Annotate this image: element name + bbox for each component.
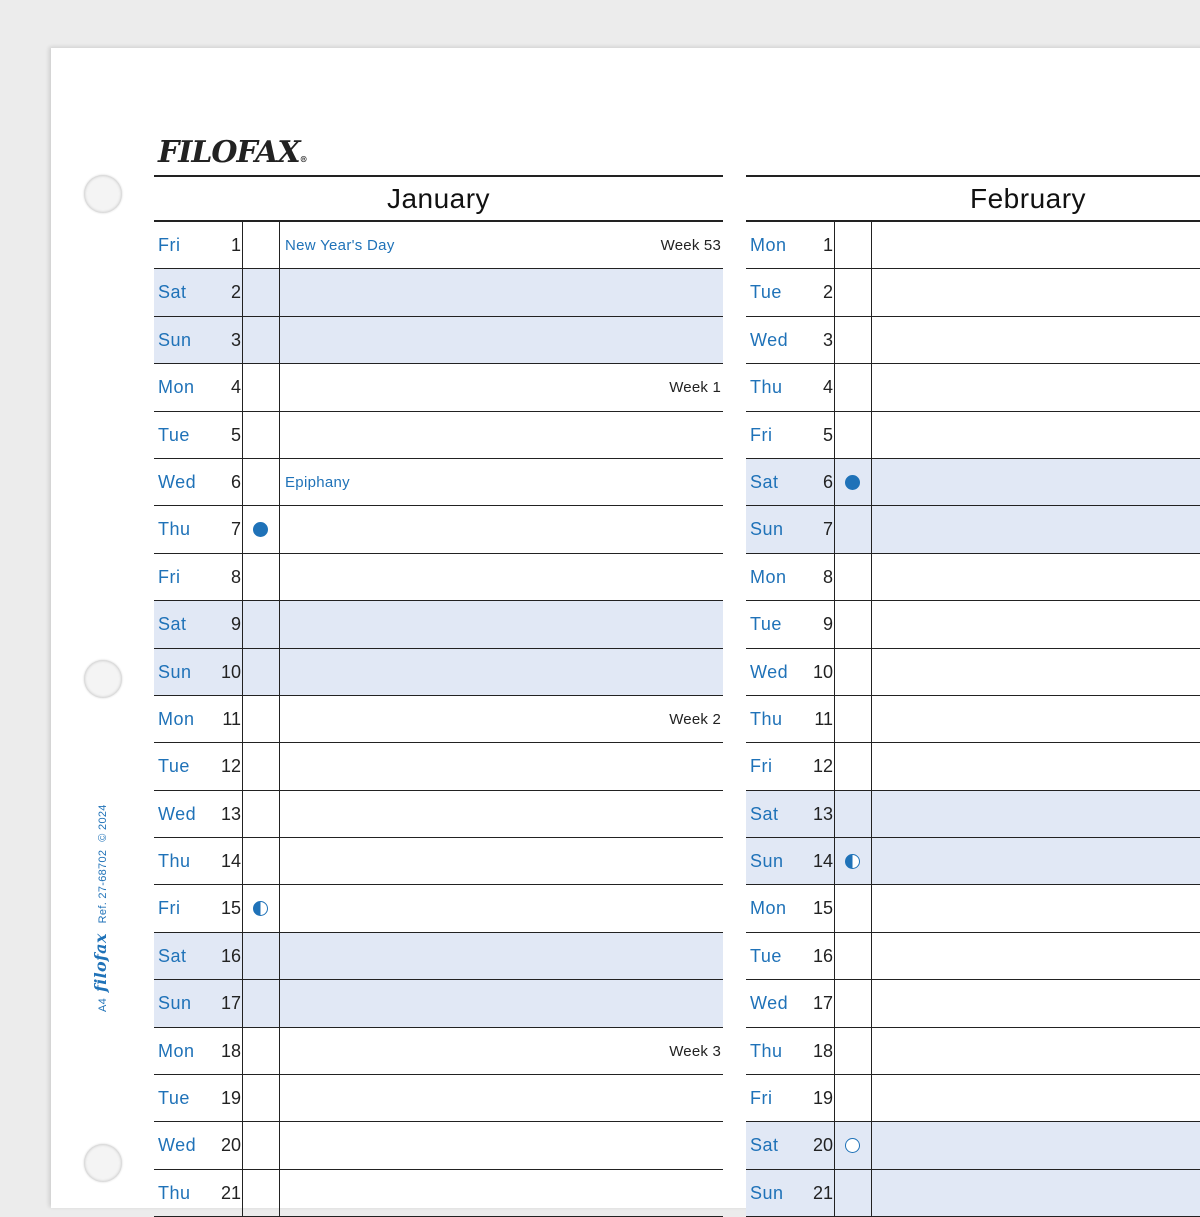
day-of-week: Sun xyxy=(158,661,192,682)
moon-phase-cell xyxy=(834,885,872,931)
day-row[interactable] xyxy=(154,554,723,601)
day-number: 10 xyxy=(220,661,241,682)
day-row[interactable] xyxy=(746,554,1200,601)
day-row[interactable] xyxy=(154,743,723,790)
day-of-week: Sun xyxy=(158,993,192,1014)
day-number: 3 xyxy=(822,329,833,350)
day-row[interactable] xyxy=(746,791,1200,838)
day-of-week: Fri xyxy=(750,424,773,445)
month-title: February xyxy=(746,175,1200,222)
moon-phase-cell xyxy=(242,838,280,884)
week-number: Week 53 xyxy=(660,237,721,254)
day-number: 7 xyxy=(822,519,833,540)
day-number: 9 xyxy=(822,614,833,635)
filofax-logo xyxy=(158,133,307,179)
last-quarter-icon xyxy=(253,901,268,916)
day-number: 9 xyxy=(230,614,241,635)
day-number: 4 xyxy=(822,377,833,398)
day-of-week: Tue xyxy=(750,614,782,635)
day-of-week: Mon xyxy=(158,377,195,398)
moon-phase-cell xyxy=(834,554,872,600)
moon-phase-cell xyxy=(242,412,280,458)
punch-hole xyxy=(84,175,122,213)
day-list xyxy=(154,222,723,1217)
day-of-week: Wed xyxy=(158,471,197,492)
day-of-week: Mon xyxy=(158,708,195,729)
day-row[interactable] xyxy=(154,980,723,1027)
moon-phase-cell xyxy=(242,885,280,931)
day-row[interactable] xyxy=(746,364,1200,411)
day-row[interactable] xyxy=(154,317,723,364)
day-of-week: Thu xyxy=(158,1182,191,1203)
day-row[interactable] xyxy=(746,317,1200,364)
day-row[interactable] xyxy=(746,838,1200,885)
day-of-week: Sat xyxy=(158,945,187,966)
moon-phase-cell xyxy=(242,506,280,552)
imprint-copyright: © 2024 xyxy=(97,804,109,842)
day-number: 16 xyxy=(220,945,241,966)
day-of-week: Sun xyxy=(750,1182,784,1203)
day-number: 11 xyxy=(814,708,833,729)
day-row[interactable] xyxy=(154,601,723,648)
day-number: 19 xyxy=(812,1088,833,1109)
moon-phase-cell xyxy=(834,1170,872,1216)
day-number: 8 xyxy=(230,566,241,587)
day-of-week: Thu xyxy=(158,519,191,540)
day-row[interactable] xyxy=(154,506,723,553)
day-row[interactable] xyxy=(154,791,723,838)
day-of-week: Wed xyxy=(158,1135,197,1156)
holiday-label: Epiphany xyxy=(285,473,350,491)
moon-phase-cell xyxy=(834,222,872,268)
day-of-week: Wed xyxy=(750,993,789,1014)
day-row[interactable] xyxy=(746,506,1200,553)
month-january xyxy=(154,175,723,1217)
last-quarter-icon xyxy=(845,854,860,869)
moon-phase-cell xyxy=(242,222,280,268)
day-of-week: Sat xyxy=(750,1135,779,1156)
day-number: 10 xyxy=(812,661,833,682)
day-of-week: Tue xyxy=(158,424,190,445)
day-of-week: Sat xyxy=(750,803,779,824)
day-number: 12 xyxy=(220,756,241,777)
day-row[interactable] xyxy=(746,269,1200,316)
moon-phase-cell xyxy=(242,980,280,1026)
day-number: 20 xyxy=(812,1135,833,1156)
day-of-week: Tue xyxy=(750,282,782,303)
day-row[interactable] xyxy=(154,649,723,696)
moon-phase-cell xyxy=(834,838,872,884)
day-row[interactable] xyxy=(154,1170,723,1217)
moon-phase-cell xyxy=(242,1122,280,1168)
day-of-week: Mon xyxy=(158,1040,195,1061)
day-number: 13 xyxy=(812,803,833,824)
moon-phase-cell xyxy=(242,933,280,979)
day-row[interactable] xyxy=(746,885,1200,932)
day-row[interactable] xyxy=(154,885,723,932)
day-number: 6 xyxy=(822,471,833,492)
punch-hole xyxy=(84,660,122,698)
day-row[interactable] xyxy=(154,838,723,885)
imprint-size: A4 xyxy=(97,997,109,1012)
day-row[interactable] xyxy=(746,459,1200,506)
day-row[interactable] xyxy=(746,649,1200,696)
day-row[interactable] xyxy=(746,222,1200,269)
moon-phase-cell xyxy=(834,1122,872,1168)
day-row[interactable] xyxy=(746,933,1200,980)
day-row[interactable] xyxy=(746,696,1200,743)
day-of-week: Mon xyxy=(750,898,787,919)
day-row[interactable] xyxy=(746,1122,1200,1169)
day-number: 15 xyxy=(812,898,833,919)
day-row[interactable] xyxy=(154,1122,723,1169)
day-row[interactable] xyxy=(746,412,1200,459)
day-list xyxy=(746,222,1200,1217)
day-number: 5 xyxy=(822,424,833,445)
day-number: 19 xyxy=(220,1088,241,1109)
day-of-week: Fri xyxy=(750,756,773,777)
moon-phase-cell xyxy=(834,980,872,1026)
imprint-ref: Ref. 27-68702 xyxy=(97,849,109,924)
moon-phase-cell xyxy=(242,317,280,363)
day-row[interactable] xyxy=(154,1028,723,1075)
new-moon-icon xyxy=(845,1138,860,1153)
moon-phase-cell xyxy=(242,459,280,505)
day-row[interactable] xyxy=(154,269,723,316)
day-number: 8 xyxy=(822,566,833,587)
holiday-label: New Year's Day xyxy=(285,237,395,254)
day-row[interactable] xyxy=(154,1075,723,1122)
day-number: 17 xyxy=(812,993,833,1014)
day-number: 6 xyxy=(230,471,241,492)
registered-mark: ® xyxy=(299,154,307,164)
day-number: 4 xyxy=(230,377,241,398)
day-number: 2 xyxy=(822,282,833,303)
moon-phase-cell xyxy=(834,933,872,979)
day-number: 18 xyxy=(812,1040,833,1061)
day-of-week: Fri xyxy=(158,898,181,919)
day-number: 11 xyxy=(222,708,241,729)
day-row[interactable] xyxy=(746,743,1200,790)
moon-phase-cell xyxy=(242,649,280,695)
day-of-week: Sun xyxy=(750,851,784,872)
day-number: 18 xyxy=(220,1040,241,1061)
day-row[interactable] xyxy=(746,601,1200,648)
moon-phase-cell xyxy=(834,1075,872,1121)
day-number: 5 xyxy=(230,424,241,445)
moon-phase-cell xyxy=(242,1075,280,1121)
day-number: 2 xyxy=(230,282,241,303)
moon-phase-cell xyxy=(834,1028,872,1074)
punch-hole xyxy=(84,1144,122,1182)
day-row[interactable] xyxy=(746,1075,1200,1122)
moon-phase-cell xyxy=(834,269,872,315)
day-row[interactable] xyxy=(746,1028,1200,1075)
moon-phase-cell xyxy=(242,1170,280,1216)
day-of-week: Sun xyxy=(158,329,192,350)
day-number: 3 xyxy=(230,329,241,350)
day-row[interactable] xyxy=(154,696,723,743)
day-number: 14 xyxy=(220,851,241,872)
day-row[interactable] xyxy=(154,412,723,459)
moon-phase-cell xyxy=(242,696,280,742)
day-of-week: Mon xyxy=(750,566,787,587)
moon-phase-cell xyxy=(834,601,872,647)
day-number: 21 xyxy=(220,1182,241,1203)
day-of-week: Fri xyxy=(158,235,181,255)
moon-phase-cell xyxy=(242,1028,280,1074)
day-of-week: Fri xyxy=(158,566,181,587)
week-number: Week 3 xyxy=(669,1042,721,1060)
day-number: 21 xyxy=(812,1182,833,1203)
moon-phase-cell xyxy=(834,649,872,695)
day-number: 13 xyxy=(220,803,241,824)
day-of-week: Sat xyxy=(158,282,187,303)
moon-phase-cell xyxy=(242,743,280,789)
moon-phase-cell xyxy=(834,506,872,552)
day-row[interactable] xyxy=(746,980,1200,1027)
logo-text: FILOFAX xyxy=(158,135,300,170)
side-imprint xyxy=(85,804,119,1012)
day-of-week: Sat xyxy=(158,614,187,635)
moon-phase-cell xyxy=(834,791,872,837)
day-number: 15 xyxy=(220,898,241,919)
day-of-week: Wed xyxy=(750,329,789,350)
day-of-week: Sat xyxy=(750,471,779,492)
day-row[interactable] xyxy=(746,1170,1200,1217)
moon-phase-cell xyxy=(242,269,280,315)
day-number: 1 xyxy=(822,235,833,255)
day-row[interactable] xyxy=(154,364,723,411)
moon-phase-cell xyxy=(242,364,280,410)
month-february xyxy=(746,175,1200,1217)
moon-phase-cell xyxy=(834,317,872,363)
day-number: 17 xyxy=(220,993,241,1014)
day-row[interactable] xyxy=(154,222,723,269)
day-of-week: Mon xyxy=(750,235,787,255)
day-of-week: Tue xyxy=(158,756,190,777)
moon-phase-cell xyxy=(834,743,872,789)
day-of-week: Thu xyxy=(750,708,783,729)
day-of-week: Wed xyxy=(158,803,197,824)
month-title: January xyxy=(154,175,723,222)
day-row[interactable] xyxy=(154,933,723,980)
day-of-week: Sun xyxy=(750,519,784,540)
day-row[interactable] xyxy=(154,459,723,506)
day-number: 12 xyxy=(812,756,833,777)
day-of-week: Thu xyxy=(750,377,783,398)
moon-phase-cell xyxy=(834,364,872,410)
week-number: Week 1 xyxy=(669,379,721,397)
day-of-week: Thu xyxy=(158,851,191,872)
day-number: 7 xyxy=(230,519,241,540)
day-number: 14 xyxy=(812,851,833,872)
moon-phase-cell xyxy=(242,554,280,600)
day-number: 20 xyxy=(220,1135,241,1156)
imprint-brand: filofax xyxy=(91,933,110,992)
week-number: Week 2 xyxy=(669,710,721,728)
day-of-week: Wed xyxy=(750,661,789,682)
moon-phase-cell xyxy=(834,412,872,458)
moon-phase-cell xyxy=(242,601,280,647)
moon-phase-cell xyxy=(834,459,872,505)
moon-phase-cell xyxy=(834,696,872,742)
day-of-week: Tue xyxy=(158,1088,190,1109)
moon-phase-cell xyxy=(242,791,280,837)
day-number: 1 xyxy=(230,235,241,255)
full-moon-icon xyxy=(253,522,268,537)
day-of-week: Tue xyxy=(750,945,782,966)
day-of-week: Thu xyxy=(750,1040,783,1061)
day-number: 16 xyxy=(812,945,833,966)
full-moon-icon xyxy=(845,475,860,490)
day-of-week: Fri xyxy=(750,1088,773,1109)
